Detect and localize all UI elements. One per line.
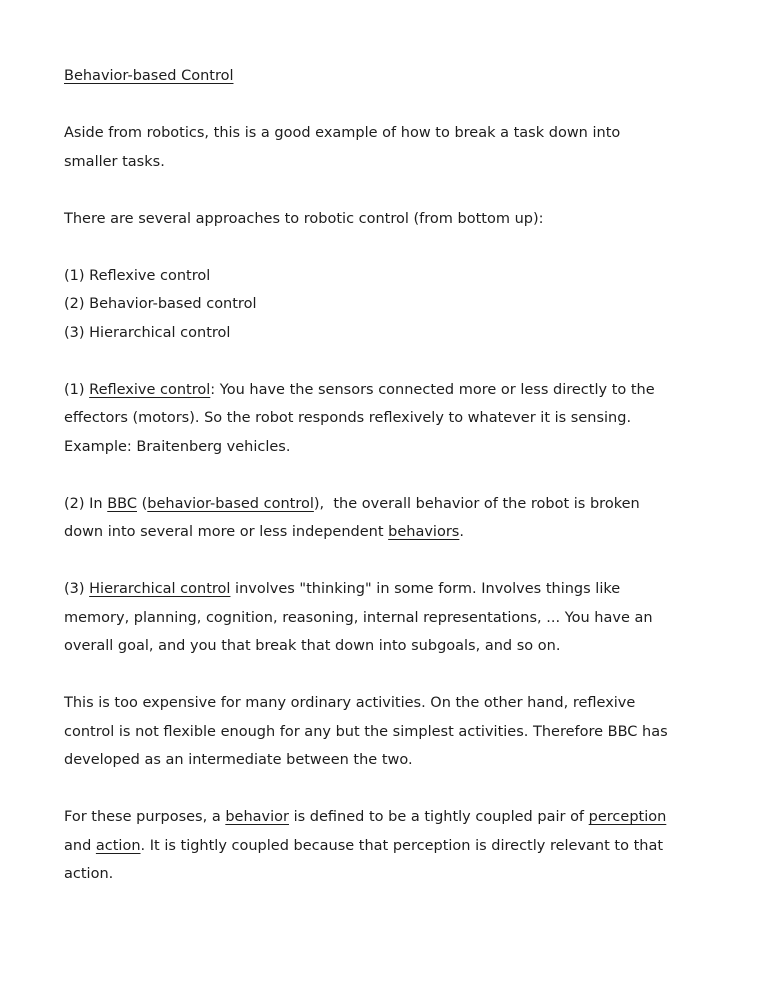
underlined-text: action xyxy=(95,837,141,854)
text-run: (2) In xyxy=(64,495,108,512)
text-run: down into several more or less independent xyxy=(64,524,389,540)
text-line xyxy=(64,319,768,348)
document-heading xyxy=(64,62,768,91)
text-line xyxy=(64,404,768,433)
tradeoff-paragraph xyxy=(64,689,768,775)
text-run: ( xyxy=(137,495,148,512)
underlined-text: behaviors xyxy=(388,524,460,540)
behavior-definition-paragraph xyxy=(64,803,768,889)
underlined-text: BBC xyxy=(107,495,137,512)
text-run: is defined to be a tightly coupled pair of xyxy=(288,809,589,825)
text-run: . It is tightly coupled because that perception is directly relevant to that xyxy=(140,837,664,854)
heading-line xyxy=(64,62,768,91)
text-line xyxy=(64,290,768,319)
text-run: action. xyxy=(64,866,114,882)
text-run: (3) Hierarchical control xyxy=(64,324,231,341)
text-line xyxy=(64,119,768,148)
heading-text: Behavior-based Control xyxy=(64,68,234,84)
text-line xyxy=(64,205,768,234)
underlined-text: behavior xyxy=(225,809,289,825)
text-run: This is too expensive for many ordinary activities. On the other hand, reflexive xyxy=(64,695,636,711)
list-item-2 xyxy=(64,290,768,319)
hierarchical-control-paragraph xyxy=(64,575,768,661)
text-line xyxy=(64,746,768,775)
text-run: developed as an intermediate between the two. xyxy=(64,752,413,768)
text-line xyxy=(64,490,768,519)
text-line xyxy=(64,803,768,832)
text-line xyxy=(64,148,768,177)
list-item-3 xyxy=(64,319,768,348)
text-run: effectors (motors). So the robot responds reflexively to whatever it is sensing. xyxy=(64,410,632,426)
text-line xyxy=(64,832,768,861)
text-run: For these purposes, a xyxy=(64,809,226,825)
text-line xyxy=(64,376,768,405)
underlined-text: behavior-based control xyxy=(147,495,314,512)
list-item-1 xyxy=(64,262,768,291)
text-line xyxy=(64,718,768,747)
text-run: . xyxy=(459,524,464,540)
text-run: : You have the sensors connected more or less directly to the xyxy=(210,381,655,398)
underlined-text: Hierarchical control xyxy=(89,581,231,597)
underlined-text: perception xyxy=(588,809,667,825)
text-line xyxy=(64,575,768,604)
text-line xyxy=(64,433,768,462)
text-run: (3) xyxy=(64,581,90,597)
text-line xyxy=(64,689,768,718)
text-line xyxy=(64,262,768,291)
text-run: and xyxy=(64,837,96,854)
text-line xyxy=(64,518,768,547)
text-run: memory, planning, cognition, reasoning, internal representations, ... You have an xyxy=(64,609,653,626)
text-run: overall goal, and you that break that down into subgoals, and so on. xyxy=(64,638,561,654)
text-line xyxy=(64,860,768,889)
text-run: Example: Braitenberg vehicles. xyxy=(64,438,291,455)
text-run: Aside from robotics, this is a good example of how to break a task down into xyxy=(64,125,621,141)
text-run: There are several approaches to robotic control (from bottom up): xyxy=(64,210,544,227)
text-line xyxy=(64,604,768,633)
text-run: (2) Behavior-based control xyxy=(64,296,257,312)
text-run: control is not flexible enough for any but the simplest activities. Therefore BBC has xyxy=(64,723,668,740)
behavior-based-control-paragraph xyxy=(64,490,768,547)
approaches-intro xyxy=(64,205,768,234)
intro-paragraph xyxy=(64,119,768,176)
text-run: involves "thinking" in some form. Involves things like xyxy=(230,581,621,597)
text-run: (1) xyxy=(64,381,90,398)
text-run: ), the overall behavior of the robot is broken xyxy=(313,495,640,512)
text-run: (1) Reflexive control xyxy=(64,267,211,284)
reflexive-control-paragraph xyxy=(64,376,768,462)
text-run: smaller tasks. xyxy=(64,153,165,170)
text-line xyxy=(64,632,768,661)
underlined-text: Reflexive control xyxy=(89,381,211,398)
